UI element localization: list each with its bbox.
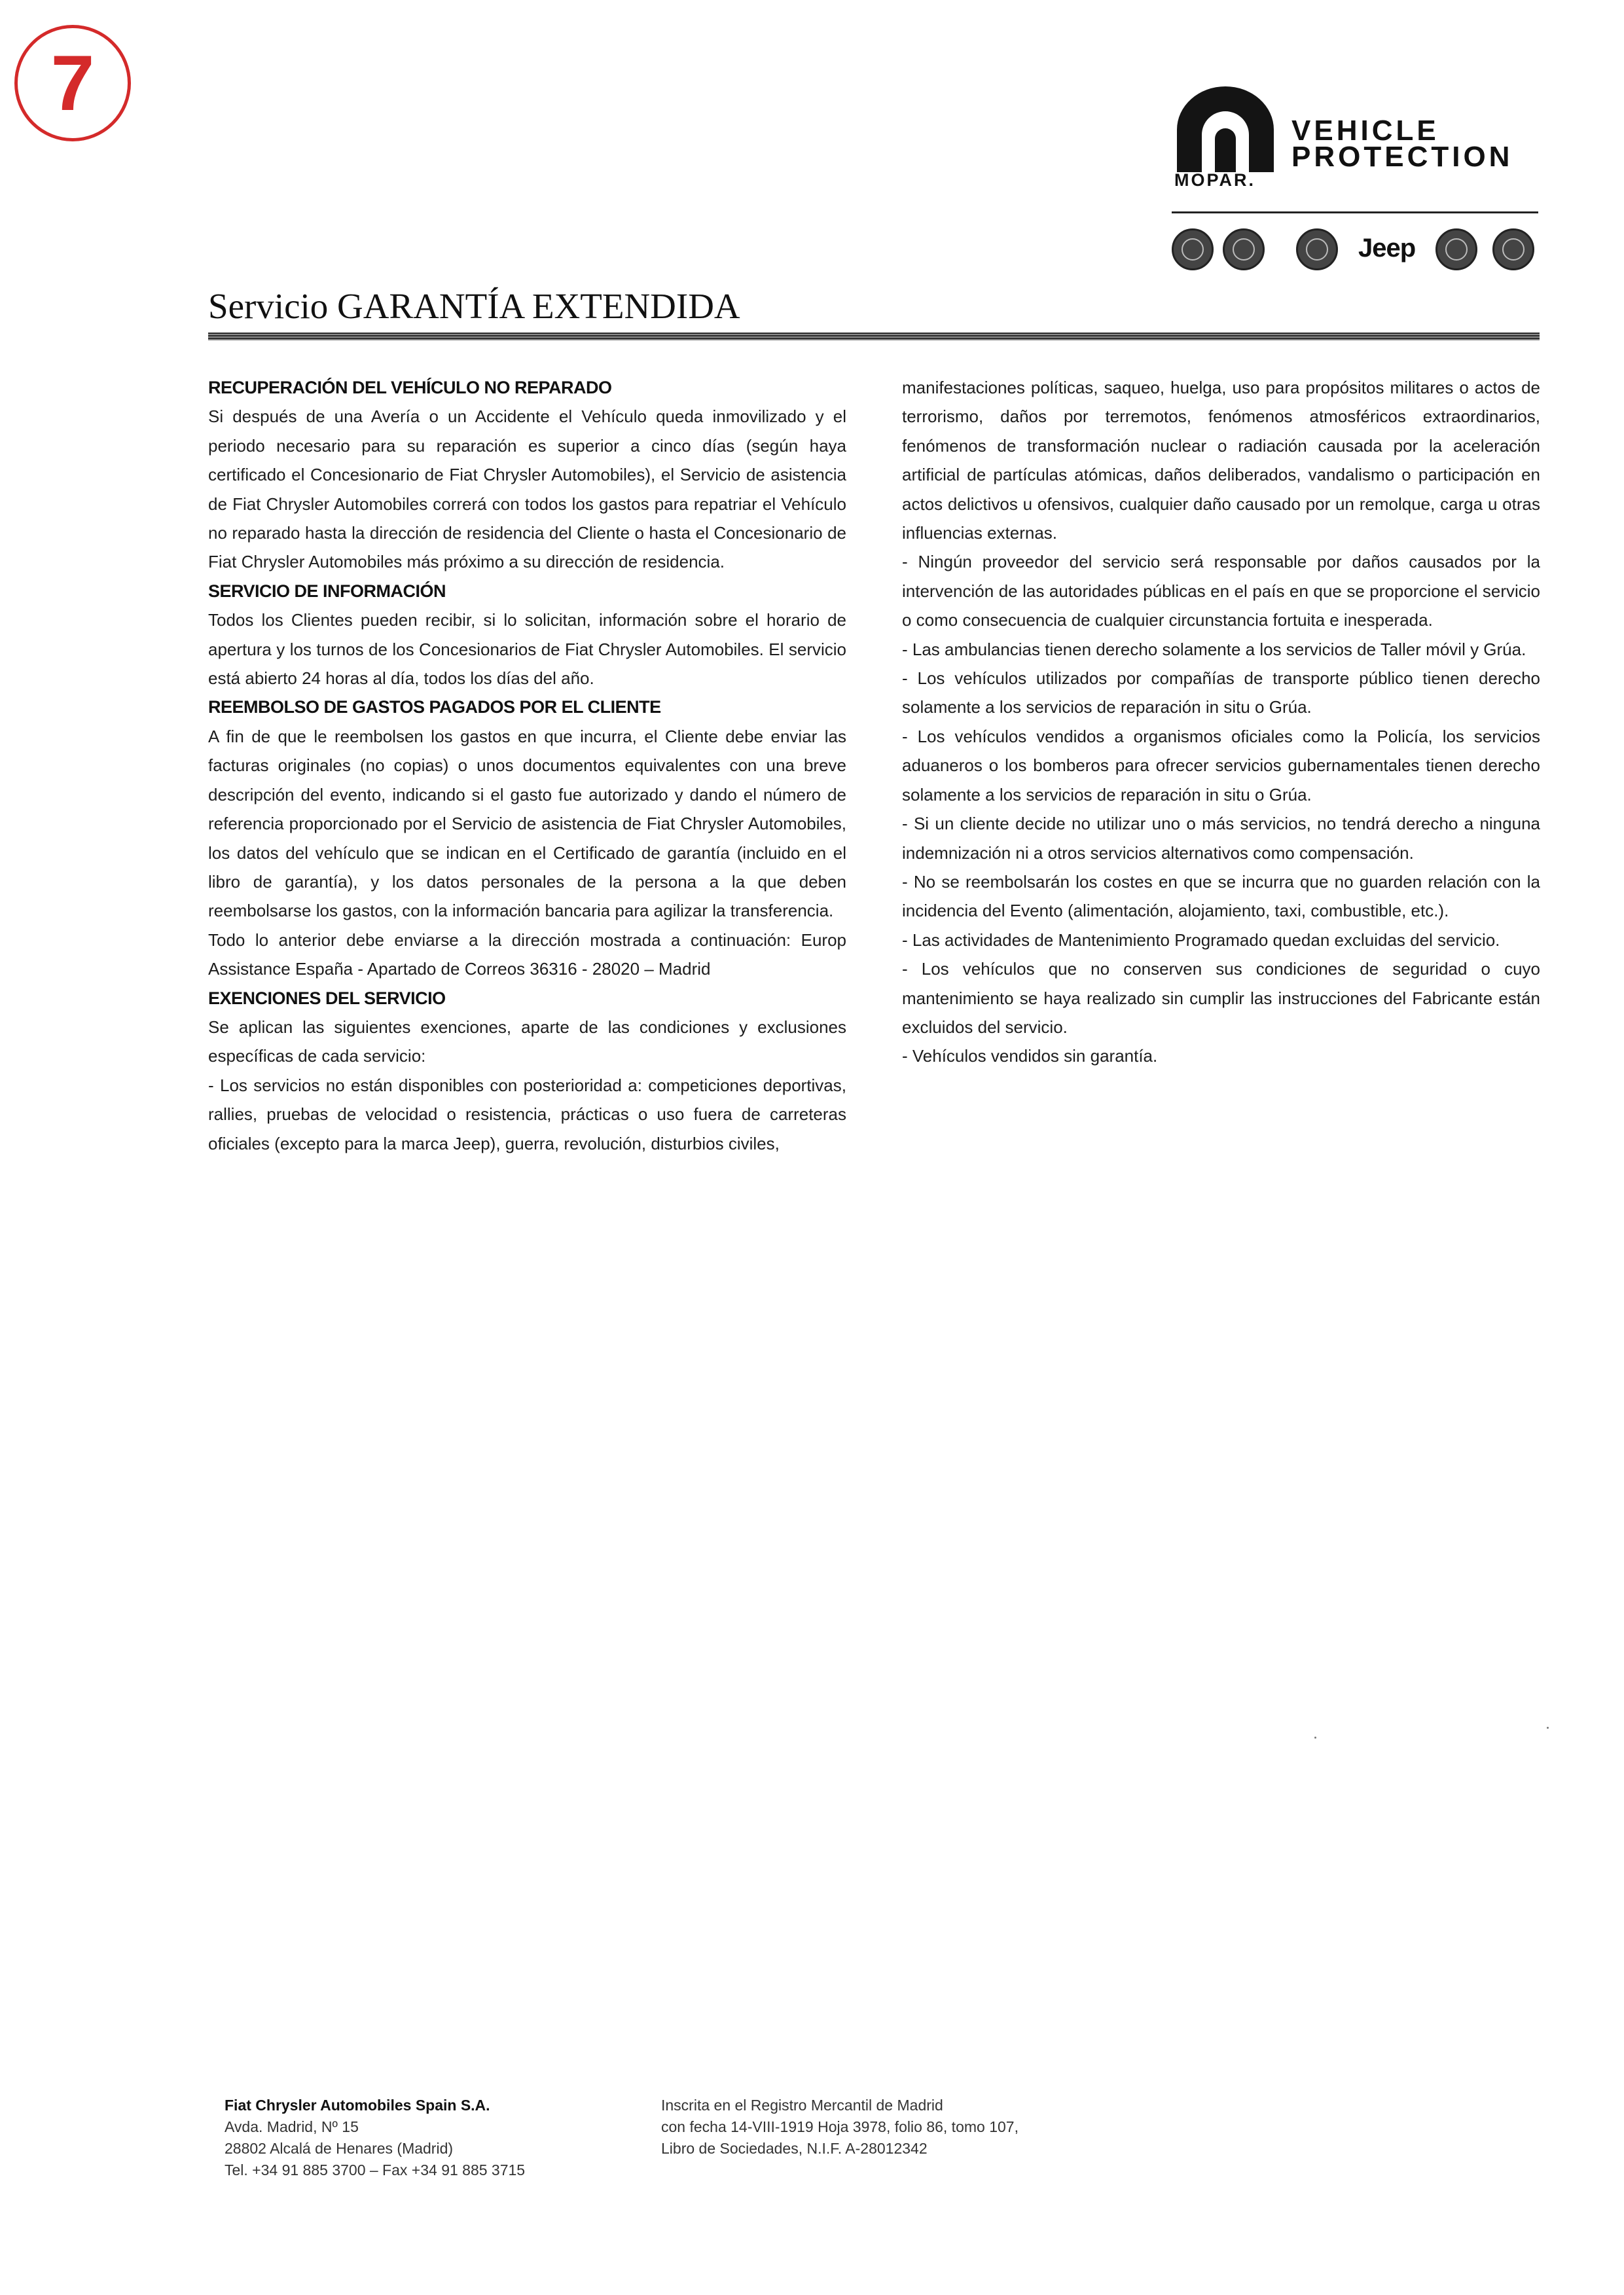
paragraph: - Las actividades de Mantenimiento Programado quedan excluidas del servicio.	[902, 930, 1500, 950]
footer-registry-line: Inscrita en el Registro Mercantil de Madrid	[661, 2097, 943, 2114]
abarth-logo-icon	[1492, 228, 1534, 270]
footer-company-name: Fiat Chrysler Automobiles Spain S.A.	[225, 2097, 490, 2114]
paragraph: - Vehículos vendidos sin garantía.	[902, 1046, 1158, 1066]
section-heading: REEMBOLSO DE GASTOS PAGADOS POR EL CLIENTE	[208, 697, 661, 717]
brand-divider	[1172, 211, 1538, 213]
footer-address-line: 28802 Alcalá de Henares (Madrid)	[225, 2140, 454, 2157]
scan-speck	[1314, 1737, 1316, 1739]
paragraph: - Ningún proveedor del servicio será responsable por daños causados por la intervención de las autoridades públicas en el país en que se proporcione el servicio o como consecuencia de cualquier circunstancia fortuita e inesperada.	[902, 552, 1540, 630]
paragraph: A fin de que le reembolsen los gastos en que incurra, el Cliente debe enviar las facturas originales (no copias) o unos documentos equivalentes con una breve descripción del evento, indicando si el gasto fue autorizado y dando el número de referencia proporcionado por el Servicio de asistencia de Fiat Chrysler Automobiles, los datos del vehículo que se indican en el Certificado de garantía (incluido en el libro de garantía), y los datos personales de la persona a la que deben reembolsarse los gastos, con la información bancaria para agilizar la transferencia.	[208, 726, 846, 921]
paragraph: manifestaciones políticas, saqueo, huelga, uso para propósitos militares o actos de terrorismo, daños por terremotos, fenómenos atmosféricos extraordinarios, fenómenos de transformación nuclear o radiación causada por la aceleración artificial de partículas atómicas, daños deliberados, vandalismo o participación en actos delictivos u ofensivos, cualquier daño causado por un remolque, carga u otras influencias externas.	[902, 378, 1540, 543]
paragraph: - Las ambulancias tienen derecho solamente a los servicios de Taller móvil y Grúa.	[902, 639, 1526, 659]
footer-company-info	[225, 2095, 683, 2181]
page-number: 7	[50, 39, 95, 127]
footer-registry-info	[661, 2095, 1119, 2159]
fiat-logo-icon	[1223, 228, 1265, 270]
paragraph: Se aplican las siguientes exenciones, aparte de las condiciones y exclusiones específicas de cada servicio:	[208, 1017, 846, 1066]
protection-wordmark: PROTECTION	[1291, 141, 1513, 173]
footer-address-line: Avda. Madrid, Nº 15	[225, 2118, 359, 2135]
mopar-wordmark: MOPAR.	[1174, 170, 1255, 190]
paragraph: - Los vehículos que no conserven sus condiciones de seguridad o cuyo mantenimiento se haya realizado sin cumplir las instrucciones del Fabricante están excluidos del servicio.	[902, 959, 1540, 1037]
paragraph: - No se reembolsarán los costes en que se incurra que no guarden relación con la incidencia del Evento (alimentación, alojamiento, taxi, combustible, etc.).	[902, 871, 1540, 921]
footer-phone: Tel. +34 91 885 3700 – Fax +34 91 885 3715	[225, 2161, 526, 2178]
section-heading: RECUPERACIÓN DEL VEHÍCULO NO REPARADO	[208, 378, 612, 397]
jeep-logo: Jeep	[1358, 234, 1416, 262]
footer-registry-line: con fecha 14-VIII-1919 Hoja 3978, folio 86, tomo 107,	[661, 2118, 1019, 2135]
paragraph: - Los servicios no están disponibles con posterioridad a: competiciones deportivas, rallies, pruebas de velocidad o resistencia, prácticas o uso fuera de carreteras oficiales (excepto para la marca Jeep), guerra, revolución, disturbios civiles,	[208, 1075, 846, 1153]
fiat-professional-logo-icon	[1296, 228, 1338, 270]
brand-logos-row	[1172, 225, 1538, 274]
page-title: Servicio GARANTÍA EXTENDIDA	[208, 286, 740, 326]
footer-registry-line: Libro de Sociedades, N.I.F. A-28012342	[661, 2140, 928, 2157]
title-divider	[208, 333, 1540, 340]
vehicle-wordmark: VEHICLE	[1291, 115, 1439, 147]
paragraph: Todos los Clientes pueden recibir, si lo solicitan, información sobre el horario de apertura y los turnos de los Concesionarios de Fiat Chrysler Automobiles. El servicio está abierto 24 horas al día, todos los días del año.	[208, 610, 846, 689]
alfa-romeo-logo-icon	[1172, 228, 1214, 270]
left-column	[208, 373, 846, 1158]
section-heading: EXENCIONES DEL SERVICIO	[208, 988, 446, 1008]
page-number-badge	[14, 25, 131, 141]
mopar-m-icon	[1172, 84, 1280, 175]
right-column	[902, 373, 1540, 1071]
mopar-vehicle-protection-logo	[1172, 84, 1538, 280]
paragraph: - Los vehículos utilizados por compañías de transporte público tienen derecho solamente a los servicios de reparación in situ o Grúa.	[902, 668, 1540, 717]
paragraph: - Si un cliente decide no utilizar uno o más servicios, no tendrá derecho a ninguna indemnización ni a otros servicios alternativos como compensación.	[902, 814, 1540, 863]
paragraph: Todo lo anterior debe enviarse a la dirección mostrada a continuación: Europ Assistance España - Apartado de Correos 36316 - 28020 – Madrid	[208, 930, 846, 979]
section-heading: SERVICIO DE INFORMACIÓN	[208, 581, 446, 601]
paragraph: - Los vehículos vendidos a organismos oficiales como la Policía, los servicios aduaneros o los bomberos para ofrecer servicios gubernamentales tienen derecho solamente a los servicios de reparación in situ o Grúa.	[902, 726, 1540, 804]
scan-speck	[1547, 1727, 1549, 1729]
paragraph: Si después de una Avería o un Accidente el Vehículo queda inmovilizado y el periodo necesario para su reparación es superior a cinco días (según haya certificado el Concesionario de Fiat Chrysler Automobiles), el Servicio de asistencia de Fiat Chrysler Automobiles correrá con todos los gastos para repatriar el Vehículo no reparado hasta la dirección de residencia del Cliente o hasta el Concesionario de Fiat Chrysler Automobiles más próximo a su dirección de residencia.	[208, 407, 846, 572]
lancia-logo-icon	[1435, 228, 1477, 270]
